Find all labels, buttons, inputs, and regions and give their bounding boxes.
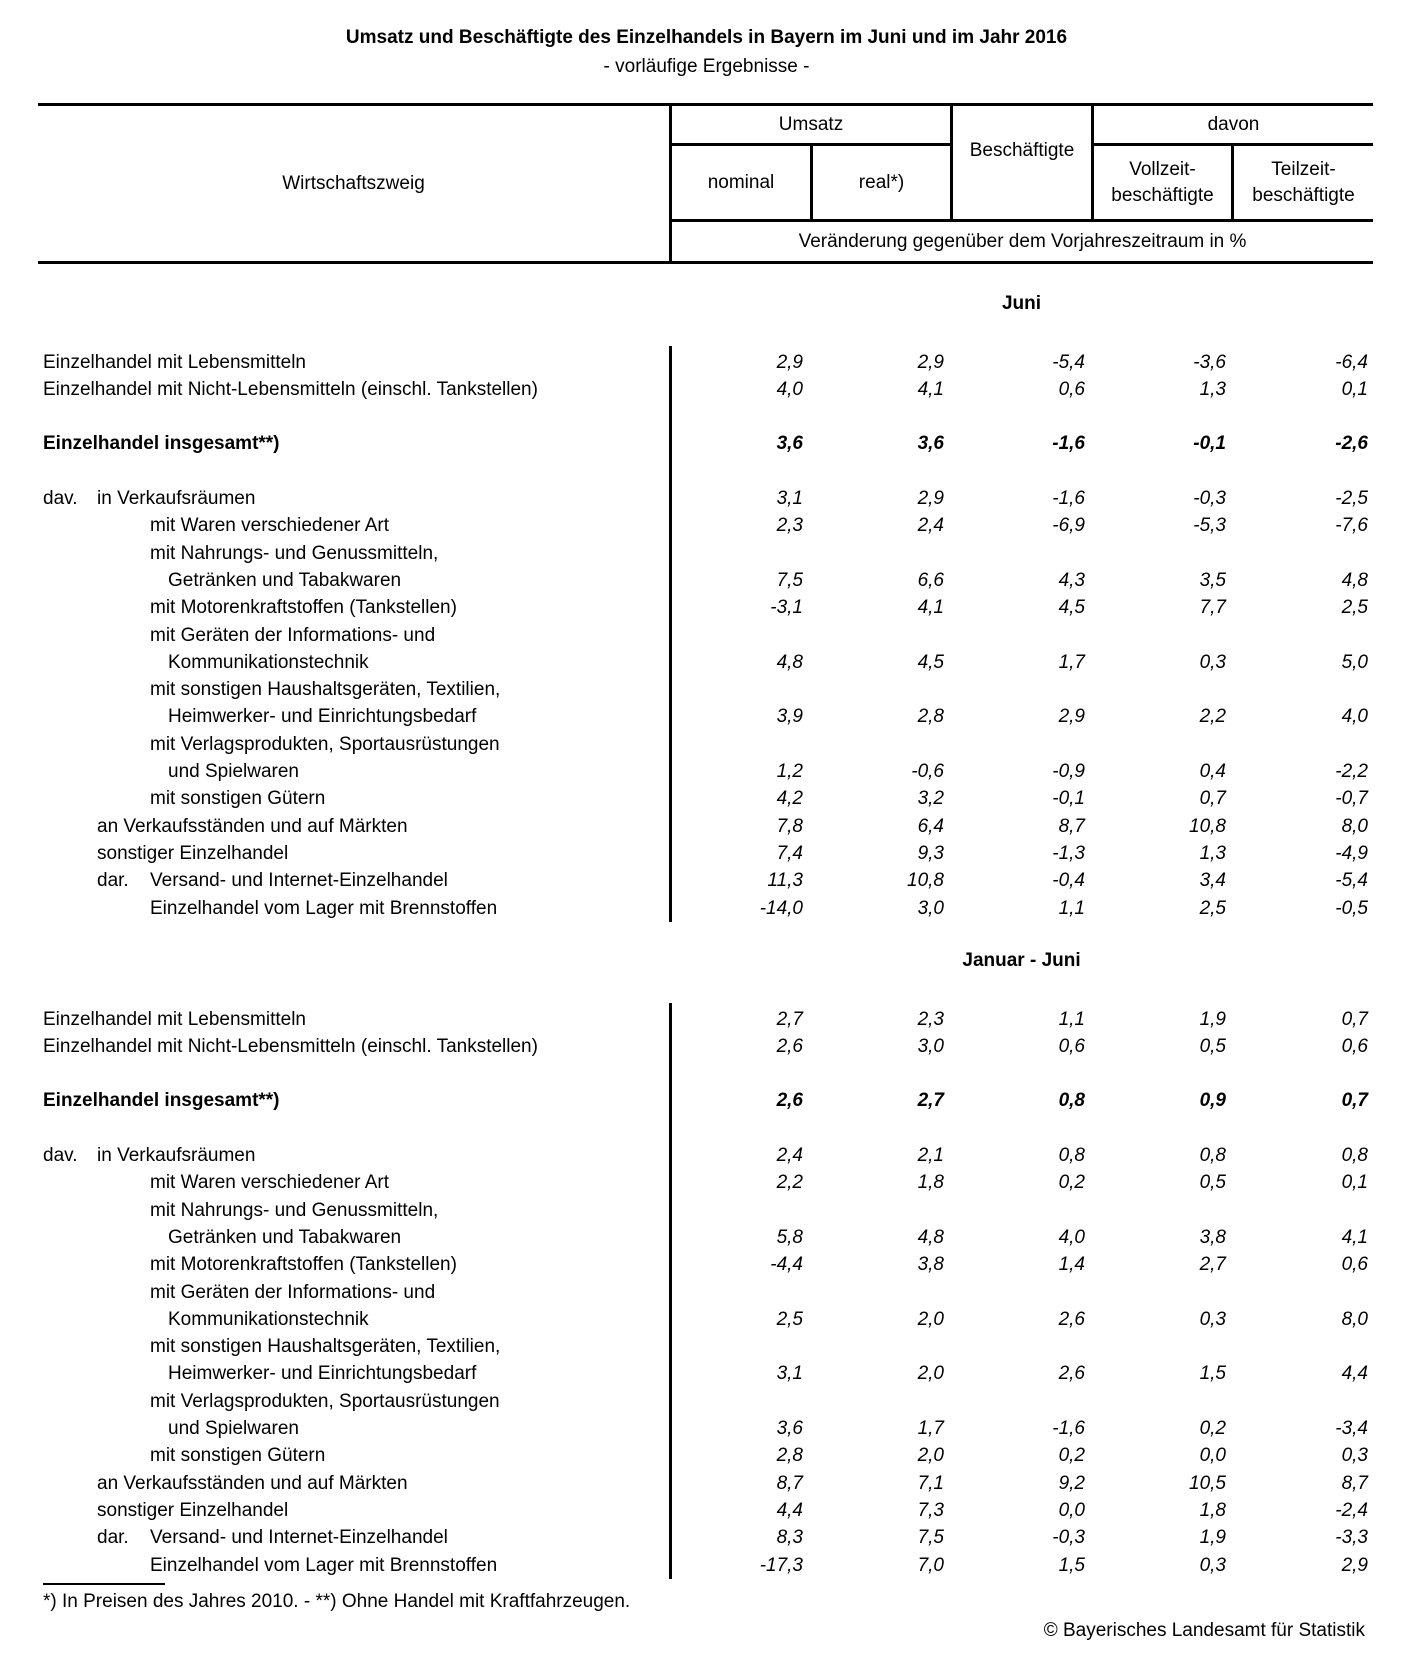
table-row	[0, 649, 1413, 676]
cell-teilzeit: 4,0	[1341, 706, 1368, 728]
table-row	[0, 622, 1413, 649]
cell-nominal: 7,5	[776, 569, 803, 591]
header-vollzeit-line1: Vollzeit-	[1129, 158, 1196, 180]
cell-teilzeit: 8,0	[1341, 815, 1368, 837]
cell-teilzeit: 0,1	[1341, 1172, 1368, 1194]
cell-vollzeit: 2,5	[1199, 897, 1226, 919]
cell-nominal: 7,8	[776, 815, 803, 837]
cell-real: 3,0	[917, 1035, 944, 1057]
cell-vollzeit: 3,5	[1199, 569, 1226, 591]
cell-nominal: -17,3	[759, 1554, 803, 1576]
cell-teilzeit: -3,4	[1335, 1418, 1368, 1439]
cell-beschaeftigte: 8,7	[1058, 815, 1085, 837]
table-row	[0, 1388, 1413, 1415]
table-row	[0, 540, 1413, 567]
cell-nominal: 3,1	[776, 488, 803, 509]
row-label: mit Motorenkraftstoffen (Tankstellen)	[150, 597, 457, 619]
page-title: Umsatz und Beschäftigte des Einzelhandels in Bayern im Juni und im Jahr 2016	[345, 27, 1068, 48]
cell-real: 2,0	[917, 1445, 944, 1467]
cell-nominal: 2,6	[776, 1035, 803, 1057]
table-row	[0, 1033, 1413, 1060]
cell-vollzeit: 0,4	[1199, 761, 1226, 782]
cell-beschaeftigte: 0,2	[1058, 1445, 1085, 1467]
row-label: an Verkaufsständen und auf Märkten	[97, 1472, 408, 1494]
table-row	[0, 430, 1413, 457]
cell-teilzeit: -2,5	[1335, 488, 1368, 509]
cell-nominal: 2,6	[776, 1090, 803, 1112]
header-vollzeit	[1094, 146, 1231, 219]
footnote: *) In Preisen des Jahres 2010. - **) Ohne Handel mit Kraftfahrzeugen.	[43, 1591, 631, 1612]
row-label: Einzelhandel insgesamt**)	[43, 433, 280, 455]
table-row	[0, 1552, 1413, 1579]
cell-vollzeit: 0,8	[1199, 1145, 1226, 1166]
row-label: mit Motorenkraftstoffen (Tankstellen)	[150, 1254, 457, 1276]
cell-real: 7,1	[917, 1472, 944, 1494]
row-label: mit Waren verschiedener Art	[150, 515, 389, 537]
cell-nominal: 4,2	[776, 788, 803, 810]
table-row	[0, 1524, 1413, 1551]
table-row	[0, 895, 1413, 922]
copyright: © Bayerisches Landesamt für Statistik	[1043, 1620, 1365, 1641]
table-row	[0, 1415, 1413, 1442]
table-row	[0, 758, 1413, 785]
cell-vollzeit: 3,8	[1199, 1226, 1226, 1248]
cell-nominal: 2,7	[776, 1008, 803, 1030]
cell-nominal: 4,4	[776, 1499, 803, 1521]
cell-real: 1,8	[917, 1172, 944, 1194]
cell-teilzeit: 0,6	[1341, 1254, 1368, 1276]
row-label: mit Waren verschiedener Art	[150, 1172, 389, 1194]
cell-nominal: 2,5	[776, 1308, 803, 1330]
table-row	[0, 703, 1413, 730]
table-row	[0, 1279, 1413, 1306]
cell-teilzeit: -2,6	[1335, 433, 1368, 455]
cell-vollzeit: -3,6	[1193, 351, 1226, 373]
footnote-rule	[43, 1583, 165, 1585]
cell-beschaeftigte: 4,0	[1058, 1226, 1085, 1248]
cell-real: 4,8	[917, 1226, 944, 1248]
table-row	[0, 594, 1413, 621]
cell-beschaeftigte: 2,9	[1058, 706, 1085, 728]
cell-vollzeit: 0,3	[1199, 651, 1226, 673]
row-label: Versand- und Internet-Einzelhandel	[150, 1527, 448, 1549]
row-label: an Verkaufsständen und auf Märkten	[97, 815, 408, 837]
cell-teilzeit: -0,5	[1335, 897, 1368, 919]
cell-real: 2,4	[917, 515, 944, 537]
cell-nominal: 8,7	[776, 1472, 803, 1494]
cell-teilzeit: -7,6	[1335, 515, 1368, 537]
row-label: Kommunikationstechnik	[168, 651, 369, 673]
row-label: mit sonstigen Gütern	[150, 788, 326, 810]
table-row	[0, 1197, 1413, 1224]
row-label: Einzelhandel vom Lager mit Brennstoffen	[150, 1554, 498, 1576]
cell-nominal: 8,3	[776, 1527, 803, 1549]
cell-vollzeit: 1,9	[1199, 1008, 1226, 1030]
cell-teilzeit: 0,7	[1341, 1008, 1368, 1030]
cell-nominal: 5,8	[776, 1226, 803, 1248]
cell-real: 7,5	[917, 1527, 944, 1549]
cell-beschaeftigte: -6,9	[1052, 515, 1085, 537]
cell-vollzeit: 1,3	[1199, 378, 1226, 400]
cell-beschaeftigte: 1,1	[1058, 897, 1085, 919]
cell-vollzeit: 0,3	[1199, 1554, 1226, 1576]
cell-teilzeit: 4,8	[1341, 569, 1368, 591]
cell-real: 1,7	[917, 1418, 944, 1439]
section-heading: Juni	[1001, 293, 1042, 314]
table-row	[0, 1333, 1413, 1360]
header-bottom-rule	[38, 261, 1373, 264]
header-davon: davon	[1207, 113, 1260, 135]
cell-real: 4,5	[917, 651, 944, 673]
header-nominal: nominal	[707, 171, 775, 193]
cell-real: 6,4	[917, 815, 944, 837]
table-row	[0, 567, 1413, 594]
cell-vollzeit: -0,1	[1193, 433, 1226, 455]
cell-beschaeftigte: 2,6	[1058, 1363, 1085, 1385]
cell-beschaeftigte: -0,1	[1052, 788, 1085, 810]
cell-nominal: -14,0	[759, 897, 803, 919]
cell-beschaeftigte: -1,6	[1052, 488, 1085, 509]
cell-nominal: 2,9	[776, 351, 803, 373]
row-label: sonstiger Einzelhandel	[97, 842, 289, 864]
cell-real: 4,1	[917, 378, 944, 400]
header-teilzeit-line1: Teilzeit-	[1271, 158, 1336, 180]
table-row	[0, 485, 1413, 512]
cell-teilzeit: 8,0	[1341, 1308, 1368, 1330]
cell-nominal: 3,6	[776, 433, 803, 455]
row-label: in Verkaufsräumen	[97, 488, 256, 509]
cell-nominal: -4,4	[770, 1254, 803, 1276]
cell-vollzeit: 0,0	[1199, 1445, 1226, 1467]
cell-real: 9,3	[917, 842, 944, 864]
cell-teilzeit: 4,4	[1341, 1363, 1368, 1385]
header-beschaeftigte: Beschäftigte	[969, 139, 1075, 161]
cell-beschaeftigte: -1,6	[1052, 433, 1085, 455]
cell-teilzeit: -6,4	[1335, 351, 1368, 373]
cell-teilzeit: 0,6	[1341, 1035, 1368, 1057]
cell-vollzeit: 3,4	[1199, 870, 1226, 892]
row-label: und Spielwaren	[168, 1418, 299, 1439]
cell-beschaeftigte: 1,7	[1058, 651, 1085, 673]
table-row	[0, 676, 1413, 703]
cell-nominal: 7,4	[776, 842, 803, 864]
row-prefix: dav.	[43, 488, 78, 509]
cell-nominal: 11,3	[767, 870, 803, 892]
cell-nominal: 3,9	[776, 706, 803, 728]
cell-real: 2,3	[917, 1008, 944, 1030]
header-teilzeit-line2: beschäftigte	[1252, 184, 1355, 206]
cell-real: 7,3	[917, 1499, 944, 1521]
header-vollzeit-line2: beschäftigte	[1111, 184, 1214, 206]
cell-real: 3,2	[917, 788, 944, 810]
cell-beschaeftigte: 0,0	[1058, 1499, 1085, 1521]
row-label: Getränken und Tabakwaren	[168, 1226, 402, 1248]
header-unit: Veränderung gegenüber dem Vorjahreszeitraum in %	[798, 230, 1247, 252]
row-label: Einzelhandel vom Lager mit Brennstoffen	[150, 897, 498, 919]
cell-nominal: 2,2	[776, 1172, 803, 1194]
cell-nominal: 4,8	[776, 651, 803, 673]
cell-nominal: 2,3	[776, 515, 803, 537]
cell-teilzeit: 0,1	[1341, 378, 1368, 400]
header-real: real*)	[858, 171, 905, 193]
row-label: mit sonstigen Haushaltsgeräten, Textilien,	[150, 1336, 501, 1358]
cell-teilzeit: 2,9	[1341, 1554, 1368, 1576]
cell-beschaeftigte: 1,5	[1058, 1554, 1085, 1576]
table-row	[0, 867, 1413, 894]
row-label: mit sonstigen Gütern	[150, 1445, 326, 1467]
cell-vollzeit: 0,9	[1199, 1090, 1226, 1112]
cell-vollzeit: -0,3	[1193, 488, 1226, 509]
cell-teilzeit: -4,9	[1335, 842, 1368, 864]
cell-real: 7,0	[917, 1554, 944, 1576]
body-divider	[669, 346, 672, 922]
cell-vollzeit: 1,5	[1199, 1363, 1226, 1385]
cell-vollzeit: 1,8	[1199, 1499, 1226, 1521]
cell-beschaeftigte: -1,3	[1052, 842, 1085, 864]
cell-beschaeftigte: 0,6	[1058, 1035, 1085, 1057]
cell-vollzeit: 10,8	[1189, 815, 1226, 837]
cell-real: 2,0	[917, 1363, 944, 1385]
cell-teilzeit: 8,7	[1341, 1472, 1368, 1494]
row-label: mit Geräten der Informations- und	[150, 1281, 436, 1303]
body-divider	[669, 1003, 672, 1579]
cell-beschaeftigte: 1,4	[1058, 1254, 1085, 1276]
cell-beschaeftigte: 1,1	[1058, 1008, 1085, 1030]
header-teilzeit	[1234, 146, 1373, 219]
cell-beschaeftigte: -1,6	[1052, 1418, 1085, 1439]
cell-beschaeftigte: -0,4	[1052, 870, 1085, 892]
cell-beschaeftigte: 0,6	[1058, 378, 1085, 400]
table-row	[0, 1470, 1413, 1497]
table-row	[0, 349, 1413, 376]
table-row	[0, 1497, 1413, 1524]
row-label: Einzelhandel mit Nicht-Lebensmitteln (einschl. Tankstellen)	[43, 378, 538, 400]
cell-vollzeit: -5,3	[1193, 515, 1226, 537]
cell-teilzeit: -0,7	[1335, 788, 1368, 810]
cell-beschaeftigte: 2,6	[1058, 1308, 1085, 1330]
row-prefix: dar.	[97, 1527, 129, 1549]
cell-nominal: 3,6	[776, 1418, 803, 1439]
table-row	[0, 1442, 1413, 1469]
cell-real: 2,9	[917, 488, 944, 509]
cell-nominal: -3,1	[770, 597, 803, 619]
row-label: Einzelhandel insgesamt**)	[43, 1090, 280, 1112]
cell-teilzeit: 4,1	[1341, 1226, 1368, 1248]
row-prefix: dar.	[97, 870, 129, 892]
cell-vollzeit: 2,2	[1199, 706, 1226, 728]
cell-beschaeftigte: -5,4	[1052, 351, 1085, 373]
cell-real: 2,7	[917, 1090, 944, 1112]
cell-teilzeit: 0,7	[1341, 1090, 1368, 1112]
cell-real: 2,8	[917, 706, 944, 728]
cell-real: 3,0	[917, 897, 944, 919]
cell-vollzeit: 0,5	[1199, 1035, 1226, 1057]
cell-vollzeit: 0,5	[1199, 1172, 1226, 1194]
cell-real: -0,6	[911, 761, 944, 782]
header-wirtschaftszweig: Wirtschaftszweig	[282, 172, 425, 194]
row-label: mit Nahrungs- und Genussmitteln,	[150, 542, 439, 564]
table-row	[0, 1087, 1413, 1114]
cell-teilzeit: -3,3	[1335, 1527, 1368, 1549]
cell-vollzeit: 7,7	[1199, 597, 1226, 619]
row-label: Einzelhandel mit Lebensmitteln	[43, 351, 306, 373]
cell-nominal: 3,1	[776, 1363, 803, 1385]
row-prefix: dav.	[43, 1145, 78, 1166]
cell-vollzeit: 1,3	[1199, 842, 1226, 864]
cell-real: 10,8	[907, 870, 944, 892]
header-umsatz: Umsatz	[778, 113, 844, 135]
cell-vollzeit: 10,5	[1189, 1472, 1226, 1494]
cell-real: 3,6	[917, 433, 944, 455]
table-row	[0, 840, 1413, 867]
table-row	[0, 1169, 1413, 1196]
row-label: mit sonstigen Haushaltsgeräten, Textilien,	[150, 679, 501, 701]
row-label: mit Verlagsprodukten, Sportausrüstungen	[150, 1390, 500, 1412]
cell-beschaeftigte: 4,3	[1058, 569, 1085, 591]
cell-teilzeit: 5,0	[1341, 651, 1368, 673]
cell-beschaeftigte: 0,8	[1058, 1145, 1085, 1166]
table-row	[0, 512, 1413, 539]
cell-nominal: 2,8	[776, 1445, 803, 1467]
cell-real: 3,8	[917, 1254, 944, 1276]
table-row	[0, 1142, 1413, 1169]
cell-real: 2,1	[917, 1145, 944, 1166]
table-row	[0, 1006, 1413, 1033]
table-row	[0, 1251, 1413, 1278]
cell-vollzeit: 0,7	[1199, 788, 1226, 810]
cell-real: 4,1	[917, 597, 944, 619]
cell-vollzeit: 2,7	[1199, 1254, 1226, 1276]
row-label: mit Verlagsprodukten, Sportausrüstungen	[150, 733, 500, 755]
cell-teilzeit: -5,4	[1335, 870, 1368, 892]
cell-real: 2,0	[917, 1308, 944, 1330]
table-row	[0, 731, 1413, 758]
cell-beschaeftigte: -0,3	[1052, 1527, 1085, 1549]
cell-nominal: 1,2	[776, 761, 803, 782]
row-label: Getränken und Tabakwaren	[168, 569, 402, 591]
cell-vollzeit: 1,9	[1199, 1527, 1226, 1549]
cell-teilzeit: -2,2	[1335, 761, 1368, 782]
row-label: Kommunikationstechnik	[168, 1308, 369, 1330]
cell-beschaeftigte: -0,9	[1052, 761, 1085, 782]
cell-teilzeit: 0,8	[1341, 1145, 1368, 1166]
cell-beschaeftigte: 4,5	[1058, 597, 1085, 619]
section-heading: Januar - Juni	[962, 950, 1081, 971]
table-row	[0, 813, 1413, 840]
row-label: und Spielwaren	[168, 761, 299, 782]
table-row	[0, 1306, 1413, 1333]
page-subtitle: - vorläufige Ergebnisse -	[603, 56, 810, 77]
row-label: sonstiger Einzelhandel	[97, 1499, 289, 1521]
cell-teilzeit: -2,4	[1335, 1499, 1368, 1521]
cell-beschaeftigte: 0,8	[1058, 1090, 1085, 1112]
row-label: Einzelhandel mit Lebensmitteln	[43, 1008, 306, 1030]
cell-vollzeit: 0,2	[1199, 1418, 1226, 1439]
row-label: Heimwerker- und Einrichtungsbedarf	[168, 706, 477, 728]
row-label: mit Geräten der Informations- und	[150, 624, 436, 646]
cell-beschaeftigte: 9,2	[1058, 1472, 1085, 1494]
table-row	[0, 1360, 1413, 1387]
cell-nominal: 2,4	[776, 1145, 803, 1166]
cell-vollzeit: 0,3	[1199, 1308, 1226, 1330]
row-label: Einzelhandel mit Nicht-Lebensmitteln (einschl. Tankstellen)	[43, 1035, 538, 1057]
table-row	[0, 785, 1413, 812]
cell-real: 2,9	[917, 351, 944, 373]
row-label: Versand- und Internet-Einzelhandel	[150, 870, 448, 892]
table-row	[0, 1224, 1413, 1251]
row-label: Heimwerker- und Einrichtungsbedarf	[168, 1363, 477, 1385]
cell-real: 6,6	[917, 569, 944, 591]
table-row	[0, 376, 1413, 403]
cell-beschaeftigte: 0,2	[1058, 1172, 1085, 1194]
cell-teilzeit: 2,5	[1341, 597, 1368, 619]
cell-nominal: 4,0	[776, 378, 803, 400]
cell-teilzeit: 0,3	[1341, 1445, 1368, 1467]
row-label: in Verkaufsräumen	[97, 1145, 256, 1166]
row-label: mit Nahrungs- und Genussmitteln,	[150, 1199, 439, 1221]
